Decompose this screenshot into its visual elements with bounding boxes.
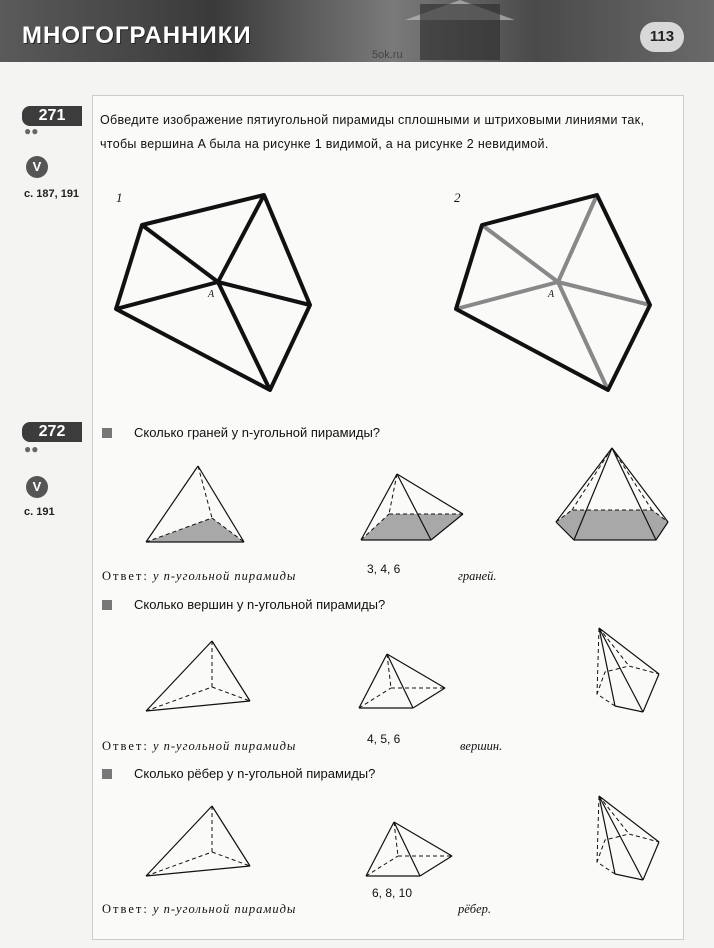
answer-vertices-line: Ответ: у n-угольной пирамиды [102, 739, 297, 753]
figure-1-label: 1 [116, 190, 123, 205]
triangular-pyramid-edges [140, 800, 255, 880]
page-number: 113 [640, 22, 684, 52]
pyramid-2-edge [558, 282, 650, 305]
answer-faces-value[interactable]: 3, 4, 6 [367, 562, 401, 576]
pyramid-base-shade [146, 518, 244, 542]
answer-edges-value[interactable]: 6, 8, 10 [372, 886, 413, 900]
pyramid-base-shade [556, 510, 668, 540]
vertex-a-label-1: A [208, 289, 215, 300]
task-272-page-ref: с. 191 [24, 506, 55, 518]
pyramid-1-edge [116, 282, 218, 309]
hexagonal-pyramid-edges [585, 790, 665, 885]
question-vertices: Сколько вершин у n-угольной пирамиды? [102, 597, 385, 612]
pyramid-1-edge [218, 282, 270, 390]
task-271-badge: 271 [22, 106, 82, 126]
question-faces: Сколько граней у n-угольной пирамиды? [102, 425, 380, 440]
banner-house-graphic [420, 4, 500, 60]
task-271-text: Обведите изображение пятиугольной пирамиды сплошными и штриховыми линиями так, чтобы вершина A была на рисунке 1 видимой, а на рисунке 2 невидимой. [100, 113, 645, 151]
question-edges: Сколько рёбер у n-угольной пирамиды? [102, 766, 375, 781]
quadrilateral-pyramid-vertices [355, 650, 450, 712]
quadrilateral-pyramid-edges [362, 818, 457, 880]
pyramid-2-edge [456, 282, 558, 309]
pyramid-figure-2 [440, 185, 670, 400]
figure-2-label: 2 [454, 190, 461, 205]
header-banner [0, 0, 714, 62]
answer-faces-suffix: граней. [458, 569, 497, 583]
site-watermark: 5ok.ru [372, 49, 403, 61]
bullet-square-icon [102, 600, 112, 610]
pyramid-2-edge [558, 195, 597, 282]
task-271-page-ref: с. 187, 191 [24, 188, 80, 200]
difficulty-dots-icon: ●● [24, 442, 39, 456]
answer-vertices-value[interactable]: 4, 5, 6 [367, 732, 401, 746]
task-272-marker-icon: V [26, 476, 48, 498]
bullet-square-icon [102, 769, 112, 779]
pyramid-2-edge [558, 282, 608, 390]
quadrilateral-pyramid-faces [355, 470, 470, 545]
difficulty-dots-icon: ●● [24, 124, 39, 138]
vertex-a-label-2: A [548, 289, 555, 300]
bullet-square-icon [102, 428, 112, 438]
pyramid-figure-1 [100, 185, 330, 400]
answer-edges-suffix: рёбер. [458, 902, 492, 916]
answer-vertices-suffix: вершин. [460, 739, 503, 753]
pyramid-1-edge [218, 282, 310, 305]
pyramid-2-edge [482, 225, 558, 282]
answer-edges-line: Ответ: у n-угольной пирамиды [102, 902, 297, 916]
page-title: МНОГОГРАННИКИ [22, 22, 252, 49]
task-271-marker-icon: V [26, 156, 48, 178]
hexagonal-pyramid-faces [552, 444, 674, 546]
task-272-badge: 272 [22, 422, 82, 442]
triangular-pyramid-vertices [140, 635, 255, 715]
triangular-pyramid-faces [140, 458, 250, 548]
answer-faces-line: Ответ: у n-угольной пирамиды [102, 569, 297, 583]
pyramid-1-edge [218, 195, 264, 282]
pyramid-1-edge [142, 225, 218, 282]
hexagonal-pyramid-vertices [585, 622, 665, 717]
